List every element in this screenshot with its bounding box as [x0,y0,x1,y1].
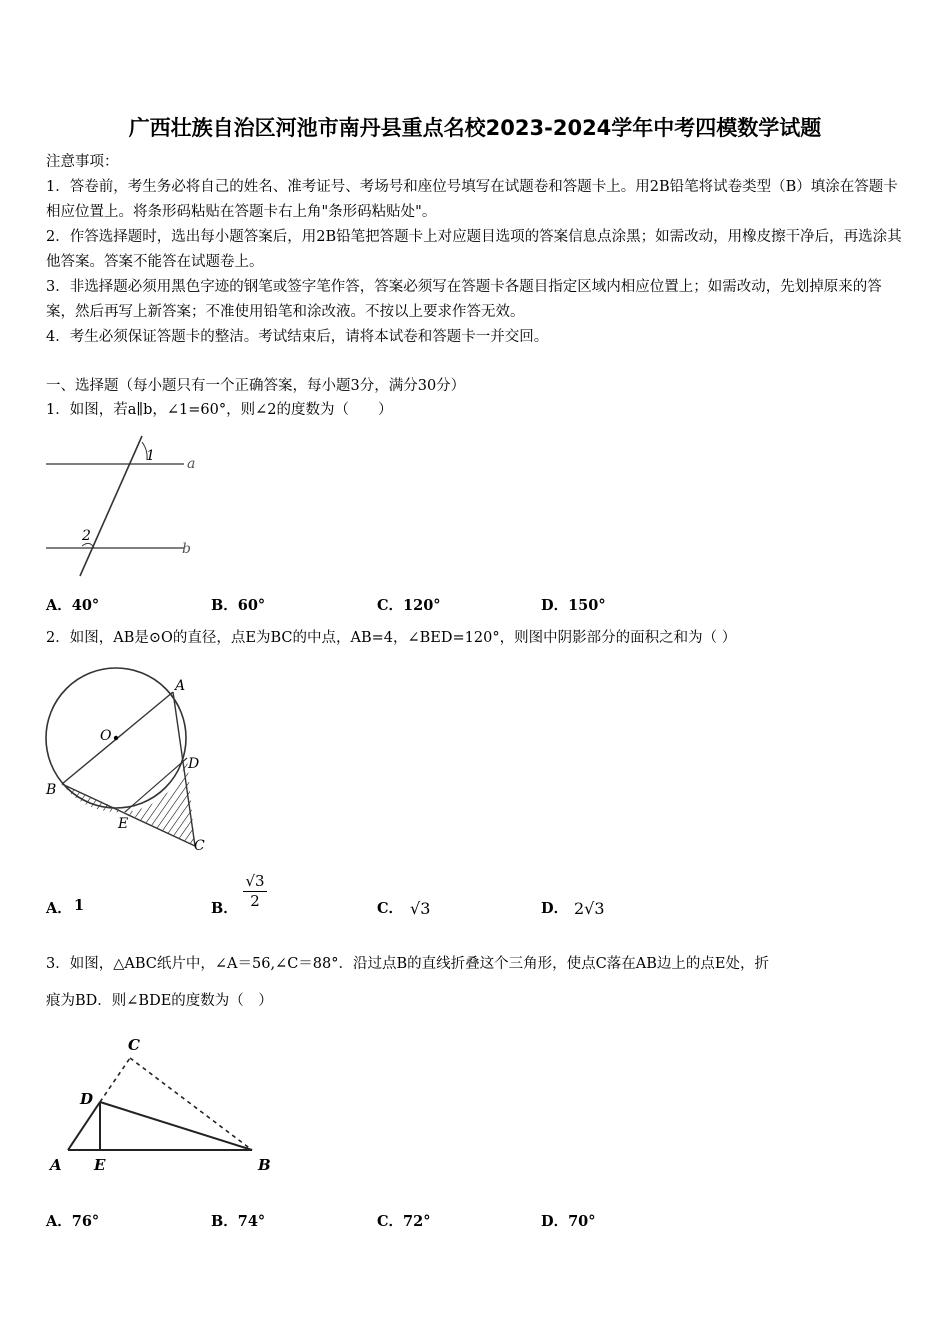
q1-option-b: B．60° [211,597,266,614]
q2-option-a-value: 1 [74,897,85,914]
q3-option-a: A．76° [46,1213,100,1230]
q2-option-c-label: C． [377,900,404,917]
label-C: C [194,838,205,854]
label-C: C [128,1036,140,1054]
center-o [114,736,118,740]
label-1: 1 [146,448,155,464]
q1-stem: 1．如图，若a∥b，∠1=60°，则∠2的度数为（ ） [46,402,393,418]
label-E: E [94,1156,106,1174]
q2-option-d-value: 2√3 [574,899,605,918]
q2-option-b-denominator: 2 [250,892,260,910]
q1-option-d: D．150° [541,597,606,614]
label-E: E [118,816,129,832]
q3-option-d: D．70° [541,1213,596,1230]
label-B: B [258,1156,271,1174]
label-B: B [46,782,57,798]
q1-figure [42,432,212,582]
label-b: b [182,541,191,557]
label-2: 2 [82,528,91,544]
q3-option-c: C．72° [377,1213,431,1230]
q2-option-c-value: √3 [410,899,431,918]
label-A: A [175,678,186,694]
q2-option-b-numerator: √3 [245,872,265,890]
q2-stem: 2．如图，AB是⊙O的直径，点E为BC的中点，AB=4，∠BED=120°，则图中阴影部分的面积之和为（ ） [46,630,737,646]
q2-option-b-fraction [240,872,270,910]
notice-item-2: 2．作答选择题时，选出每小题答案后，用2B铅笔把答题卡上对应题目选项的答案信息点涂黑；如需改动，用橡皮擦干净后，再选涂其他答案。答案不能答在试题卷上。 [46,229,902,270]
q3-stem-line1: 3．如图，△ABC纸片中，∠A＝56,∠C＝88°．沿过点B的直线折叠这个三角形，使点C落在AB边上的点E处，折 [46,956,769,972]
label-D: D [188,756,200,772]
page-title: 广西壮族自治区河池市南丹县重点名校2023-2024学年中考四模数学试题 [128,116,822,140]
segment-ad [68,1102,100,1150]
notice-item-4: 4．考生必须保证答题卡的整洁。考试结束后，请将本试卷和答题卡一并交回。 [46,329,549,345]
q2-option-b-label: B． [211,900,238,917]
label-D: D [80,1090,94,1108]
q1-option-c: C．120° [377,597,441,614]
label-O: O [100,728,112,744]
q1-option-a: A．40° [46,597,100,614]
q2-option-d-label: D． [541,900,569,917]
notice-item-3: 3．非选择题必须用黑色字迹的钢笔或签字笔作答，答案必须写在答题卡各题目指定区域内相应位置上；如需改动，先划掉原来的答案，然后再写上新答案；不准使用铅笔和涂改液。不按以上要求作答无效。 [46,279,882,320]
q3-stem-line2: 痕为BD．则∠BDE的度数为（ ） [46,993,273,1009]
segment-dc [100,1058,130,1102]
q2-option-a-label: A． [46,900,72,917]
label-A: A [50,1156,62,1174]
q3-figure [44,1030,284,1180]
notice-heading: 注意事项： [46,154,119,170]
q3-option-b: B．74° [211,1213,266,1230]
transversal [80,436,142,576]
q2-figure [40,660,220,860]
notice-item-1: 1．答卷前，考生务必将自己的姓名、准考证号、考场号和座位号填写在试题卷和答题卡上。用2B铅笔将试卷类型（B）填涂在答题卡相应位置上。将条形码粘贴在答题卡右上角"条形码粘贴处"。 [46,179,898,220]
section-heading: 一、选择题（每小题只有一个正确答案，每小题3分，满分30分） [46,378,466,394]
segment-cb [130,1058,252,1150]
segment-db [100,1102,252,1150]
label-a: a [187,456,196,472]
